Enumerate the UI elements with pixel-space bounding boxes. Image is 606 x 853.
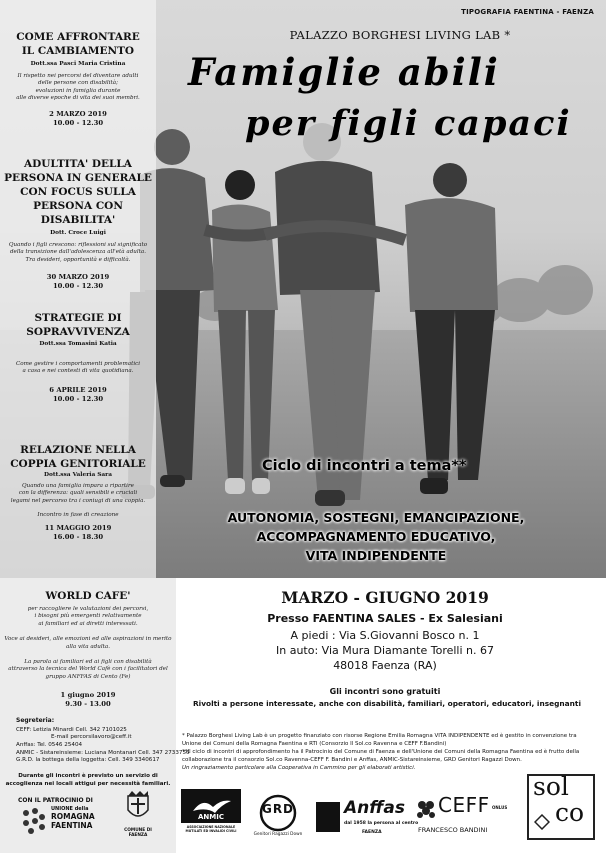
session-description: Quando i figli crescono: riflessioni sul significato della transizione dall'adolescenza all'età adulta. Tra desideri, opportunità e difficoltà.	[8, 242, 148, 263]
ceff-flower-icon	[414, 797, 438, 827]
world-cafe-description-2: Voce ai desideri, alle emozioni ed alle aspirazioni in merito alla vita adulta.	[4, 636, 172, 650]
anffas-name: Anffas	[344, 798, 406, 818]
world-cafe-description-3: La parola ai familiari ed ai figli con disabilità attraverso la tecnica del World Cafè con i facilitatori del gruppo ANFFAS di Cento (Fe)	[8, 659, 168, 680]
patronage-label: CON IL PATROCINIO DI	[18, 796, 93, 804]
session-title: COME AFFRONTARE IL CAMBIAMENTO	[16, 31, 140, 57]
world-cafe-description: per raccogliere le valutazioni dei percorsi, i bisogni più emergenti relativamente ai familiari ed ai diretti interessati.	[27, 606, 149, 627]
world-cafe-time: 9.30 - 13.00	[65, 700, 111, 709]
session-time: 10.00 - 12.30	[52, 282, 104, 291]
main-title-line2: per figli capaci	[245, 103, 572, 144]
secretariat-heading: Segreteria:	[16, 717, 55, 725]
unione-text: UNIONE della ROMAGNA FAENTINA	[51, 806, 95, 830]
comune-logo	[118, 790, 158, 845]
footnote-2: **Il ciclo di incontri di approfondimento ha il Patrocinio del Comune di Faenza e dell'Unione dei Comuni della Romagna Faentina ed è frutto della collaborazione tra il consorzio Sol.co Ravenna-CEFF F. Bandini e Anffas, ANMIC-Sistareinsieme, GRD Genitori Ragazzi Down.	[182, 749, 580, 763]
session-description: Quando una famiglia impara a ripartire con la differenza: quali sensibili e cruciali legami nel percorso tra i coniugi di una coppia.	[10, 483, 146, 504]
secretariat-line: ANMIC - Sistareinsieme: Luciana Montanari Cell. 347 2733756	[16, 749, 190, 756]
secretariat-line: Anffas: Tel. 0546 25404	[16, 742, 83, 749]
unione-emblem-icon	[18, 805, 48, 835]
session-title: ADULTITA' DELLA PERSONA IN GENERALE CON FOCUS SULLA PERSONA CON DISABILITA'	[4, 158, 152, 226]
venue-place: Presso FAENTINA SALES - Ex Salesiani	[267, 612, 503, 625]
grd-name: GRD	[261, 802, 295, 816]
unione-logo	[18, 803, 108, 839]
anffas-city: FAENZA	[362, 830, 382, 835]
audience-note: Rivolti a persone interessate, anche con disabilità, familiari, operatori, educatori, insegnanti	[192, 699, 581, 708]
world-cafe-panel	[0, 578, 190, 853]
world-cafe-title: WORLD CAFE'	[45, 590, 131, 602]
comune-crest-icon	[124, 790, 152, 824]
main-title-line1: Famiglie abili	[188, 50, 500, 94]
session-time: 16.00 - 18.30	[52, 532, 104, 541]
cycle-topics: AUTONOMIA, SOSTEGNI, EMANCIPAZIONE, ACCOMPAGNAMENTO EDUCATIVO, VITA INDIPENDENTE	[227, 510, 525, 563]
secretariat-block	[16, 717, 190, 765]
session-4	[0, 443, 156, 542]
session-time: 10.00 - 12.30	[52, 118, 104, 127]
solco-text-2: co	[555, 798, 585, 827]
grd-subtitle: Genitori Ragazzi Down	[253, 832, 303, 837]
grd-logo	[246, 794, 310, 840]
footnotes	[182, 732, 594, 772]
session-title: STRATEGIE DI SOPRAVVIVENZA	[26, 312, 130, 338]
session-speaker: Dott.ssa Tomasini Katia	[39, 341, 117, 347]
venue-car: In auto: Via Mura Diamante Torelli n. 67	[276, 644, 494, 657]
period: MARZO - GIUGNO 2019	[281, 588, 489, 607]
session-time: 10.00 - 12.30	[52, 394, 104, 403]
ceff-subtitle: FRANCESCO BANDINI	[418, 826, 488, 834]
session-speaker: Dott.ssa Valeria Sara	[44, 472, 112, 478]
solco-logo	[527, 774, 595, 840]
secretariat-line: G.R.D. la bottega della loggetta: Cell. 349 3340617	[16, 757, 160, 764]
session-note: Incontro in fase di creazione	[37, 512, 119, 519]
cycle-heading: Ciclo di incontri a tema**	[262, 458, 467, 474]
world-cafe-date: 1 giugno 2019	[60, 691, 116, 700]
secretariat-line: CEFF: Letizia Minardi Cell. 342 7101025	[16, 726, 127, 733]
session-date: 2 MARZO 2019	[49, 109, 107, 118]
thanks-note: Un ringraziamento particolare alla Cooperativa in Cammino per gli elaborati artistici.	[182, 765, 416, 771]
venue-directions	[176, 628, 594, 673]
session-title: RELAZIONE NELLA COPPIA GENITORIALE	[10, 444, 146, 470]
anffas-logo	[314, 798, 419, 840]
anmic-logo	[181, 789, 241, 839]
anmic-subtitle: ASSOCIAZIONE NAZIONALE MUTILATI ED INVALIDI CIVILI	[185, 825, 237, 833]
organizer-name: PALAZZO BORGHESI LIVING LAB *	[289, 28, 511, 42]
session-1	[0, 30, 156, 128]
solco-text-1: sol	[533, 772, 569, 801]
footnote-1: * Palazzo Borghesi Living Lab è un progetto finanziato con risorse Regione Emilia Romagna VITA INDIPENDENTE ed è gestito in convenzione tra Unione dei Comuni della Romagna Faentina e RTI (Consorzio Il Sol.co Ravenna e CEFF F.Bandini)	[182, 733, 577, 747]
session-description: Il rispetto nei percorsi del diventare adulti delle persone con disabilità; evoluzioni in famiglia durante alle diverse epoche di vita dei suoi membri.	[16, 73, 140, 102]
service-note: Durante gli incontri è previsto un servizio di accoglienza nei locali attigui per necessità familiari.	[5, 772, 171, 787]
anffas-subtitle: dal 1958 la persona al centro	[344, 821, 419, 826]
session-speaker: Dott. Croce Luigi	[50, 230, 106, 236]
session-date: 11 MAGGIO 2019	[44, 523, 112, 532]
printer-credit: TIPOGRAFIA FAENTINA - FAENZA	[461, 8, 594, 16]
venue-walk: A piedi : Via S.Giovanni Bosco n. 1	[290, 629, 480, 642]
session-3	[0, 311, 156, 404]
session-speaker: Dott.ssa Pasci Maria Cristina	[30, 61, 126, 67]
ceff-logo	[414, 795, 510, 840]
session-description: Come gestire i comportamenti problematici a casa e nei contesti di vita quotidiana.	[15, 361, 141, 375]
session-date: 6 APRILE 2019	[49, 385, 107, 394]
solco-diamond-icon	[534, 814, 550, 830]
venue-city: 48018 Faenza (RA)	[333, 659, 437, 672]
anmic-name: ANMIC	[198, 813, 224, 821]
comune-text: COMUNE DI FAENZA	[124, 828, 152, 838]
session-date: 30 MARZO 2019	[46, 273, 110, 282]
anffas-emblem-icon	[316, 802, 340, 832]
ceff-onlus: ONLUS	[492, 805, 508, 810]
secretariat-email[interactable]: E-mail percorsilavoro@ceff.it	[51, 734, 132, 741]
ceff-name: CEFF	[438, 793, 490, 817]
session-2	[0, 157, 156, 291]
free-note: Gli incontri sono gratuiti	[329, 687, 441, 696]
